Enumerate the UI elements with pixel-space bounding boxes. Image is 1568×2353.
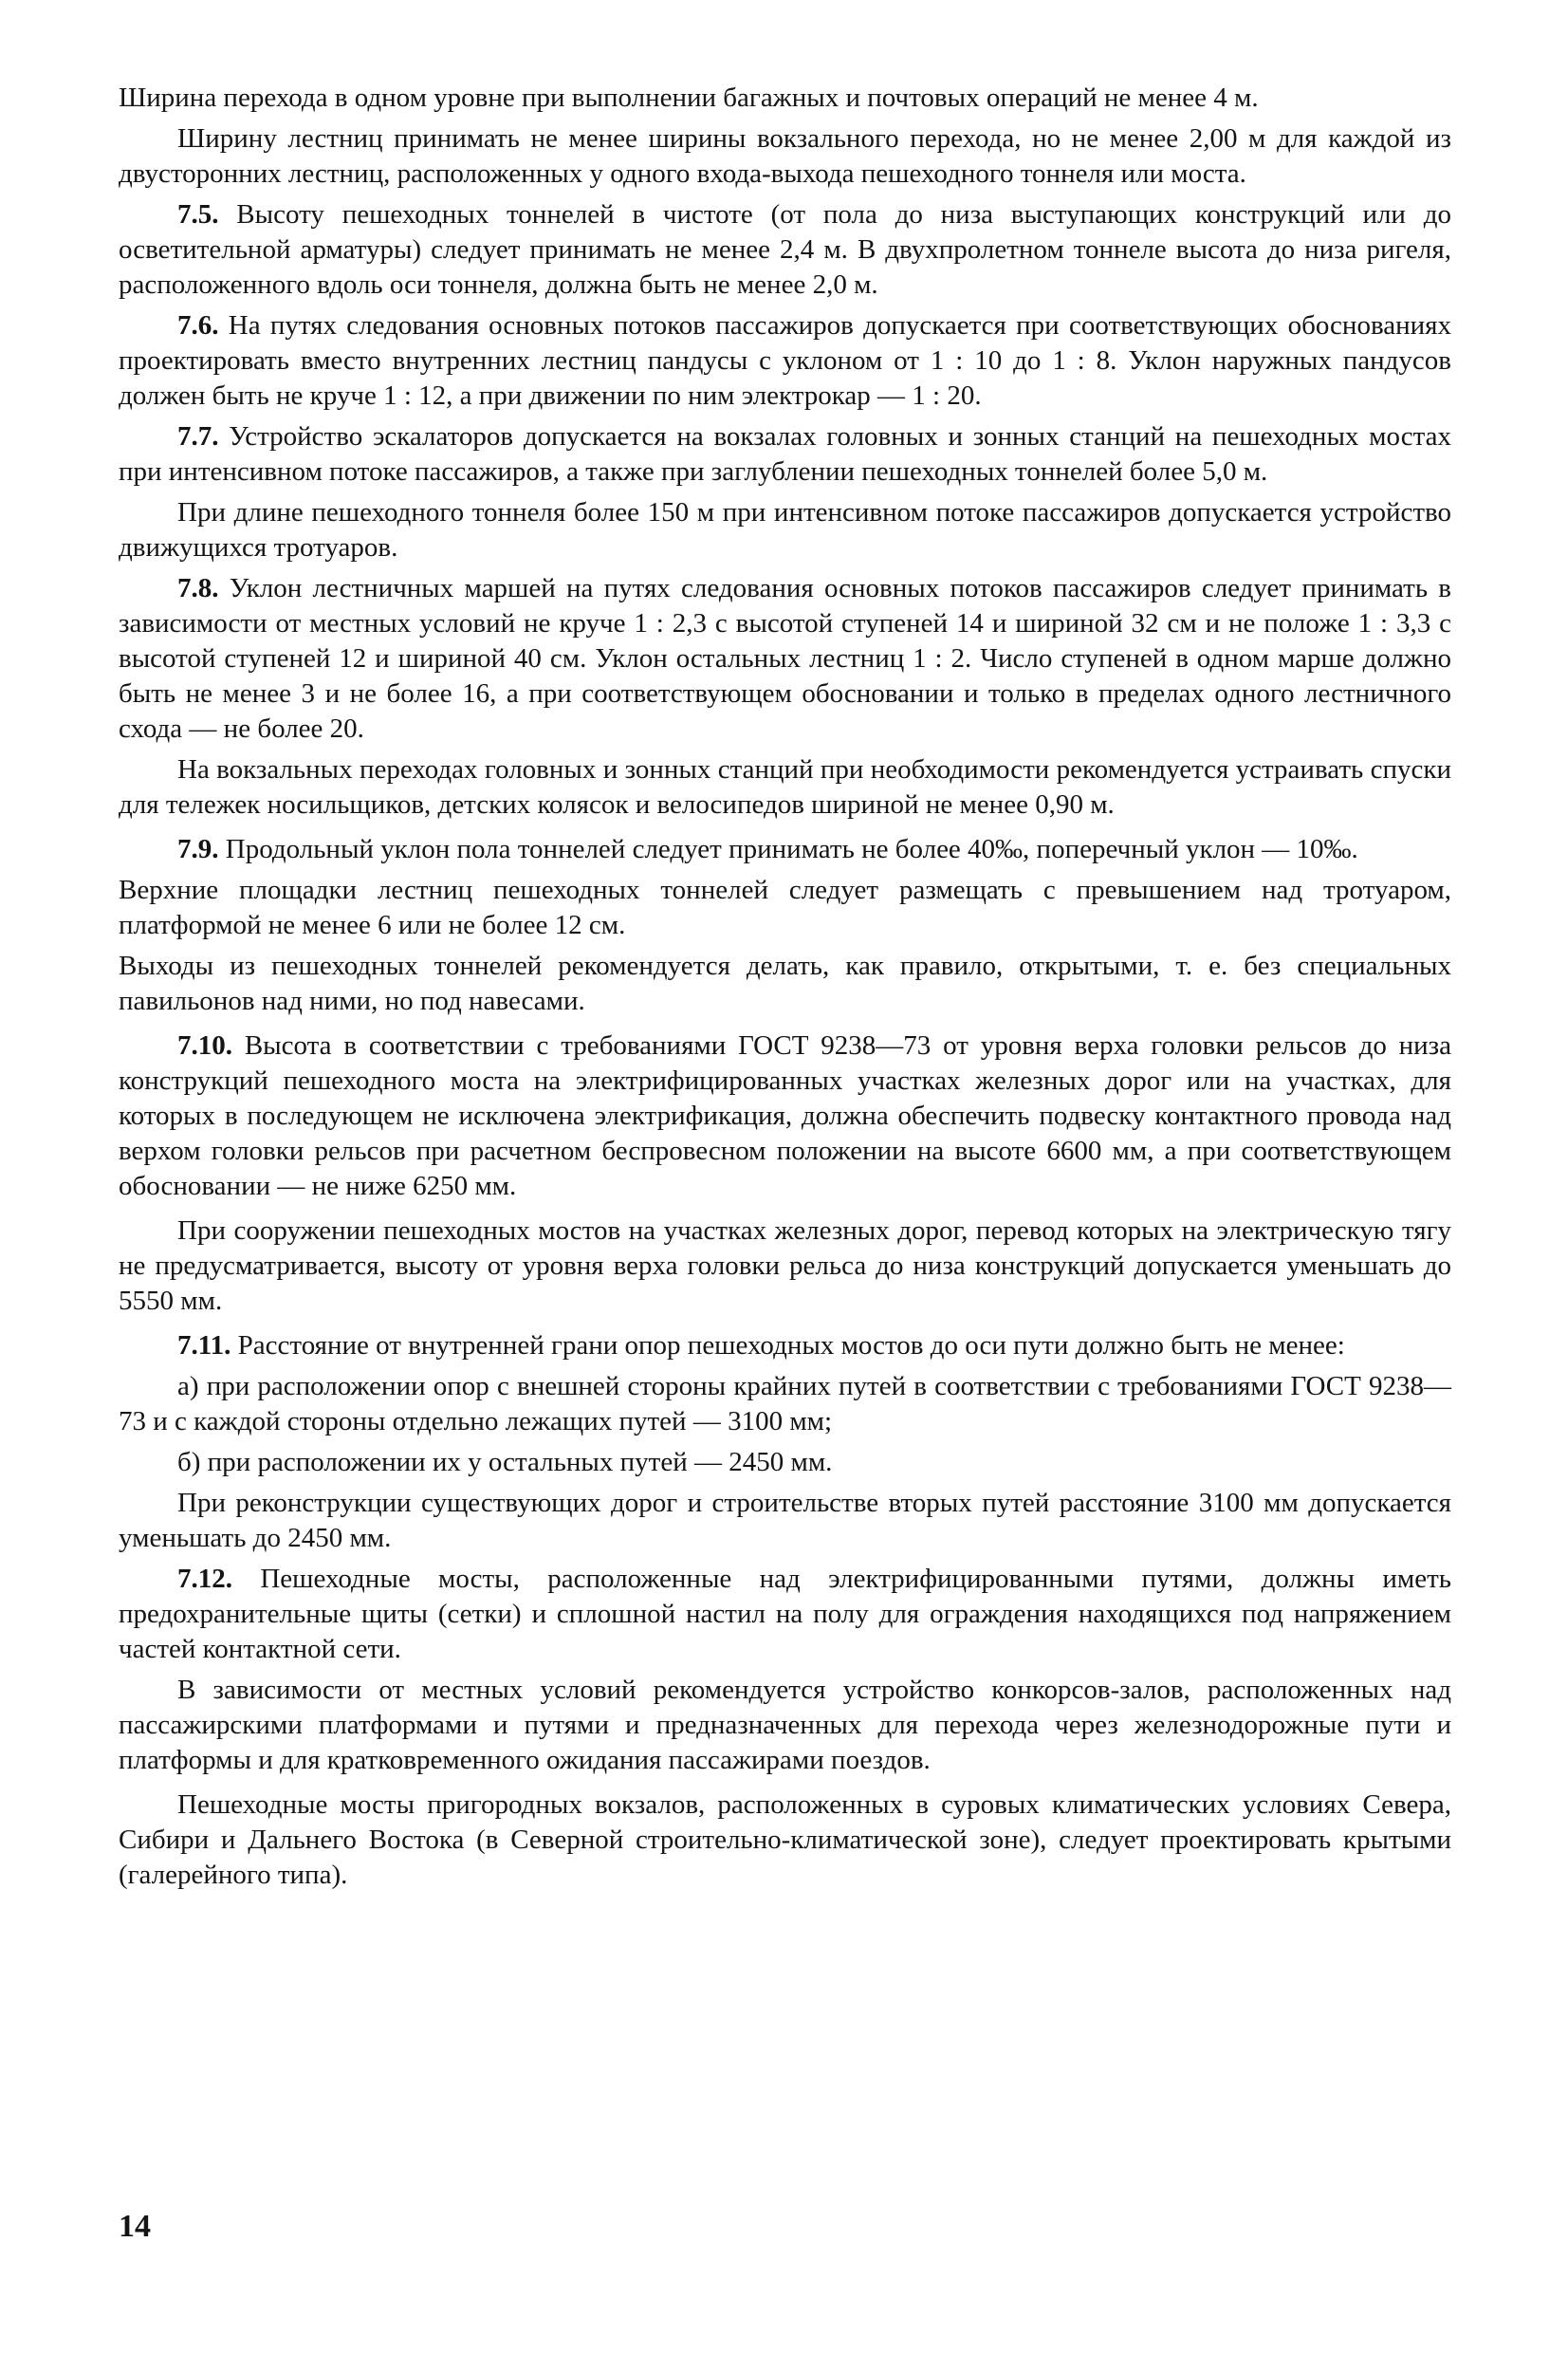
list-item-b: б) при расположении их у остальных путей — 2450 мм. xyxy=(177,1447,833,1477)
paragraph-concourse-halls: В зависимости от местных условий рекомендуется устройство конкорсов-залов, расположенных над пассажирскими платформами и путями и предназначенных для перехода через железнодорожные пути и платформы и для кратковременного ожидания пассажирами поездов. xyxy=(119,1675,1451,1775)
clause-number: 7.7. xyxy=(177,421,219,452)
clause-number: 7.12. xyxy=(177,1564,232,1594)
paragraph-tunnel-exits: Выходы из пешеходных тоннелей рекомендуется делать, как правило, открытыми, т. е. без специальных павильонов над ними, но под навесами. xyxy=(119,951,1451,1016)
clause-number: 7.6. xyxy=(177,310,219,341)
paragraph-7-10: 7.10. Высота в соответствии с требованиями ГОСТ 9238—73 от уровня верха головки рельсов до низа конструкций пешеходного моста на электрифицированных участках железных дорог или на участках, для которых в последующем не исключена электрификация, должна обеспечить подвеску контактного провода над верхом головки рельсов при расчетном беспровесном положении на высоте 6600 мм, а при соответствующем обосновании — не ниже 6250 мм. xyxy=(119,1030,1451,1201)
paragraph-moving-walkways: При длине пешеходного тоннеля более 150 м при интенсивном потоке пассажиров допускается устройство движущихся тротуаров. xyxy=(119,497,1451,563)
page-number: 14 xyxy=(119,2209,151,2244)
paragraph-covered-bridges: Пешеходные мосты пригородных вокзалов, расположенных в суровых климатических условиях Севера, Сибири и Дальнего Востока (в Северной строительно-климатической зоне), следует проектировать крытыми (галерейного типа). xyxy=(119,1789,1451,1890)
clause-number: 7.10. xyxy=(177,1030,232,1061)
paragraph-7-6: 7.6. На путях следования основных потоков пассажиров допускается при соответствующих обоснованиях проектировать вместо внутренних лестниц пандусы с уклоном от 1 : 10 до 1 : 8. Уклон наружных пандусов должен быть не круче 1 : 12, а при движении по ним электрокар — 1 : 20. xyxy=(119,310,1452,411)
paragraph-7-7: 7.7. Устройство эскалаторов допускается на вокзалах головных и зонных станций на пешеходных мостах при интенсивном потоке пассажиров, а также при заглублении пешеходных тоннелей более 5,0 м. xyxy=(119,421,1451,487)
paragraph-7-9: 7.9. Продольный уклон пола тоннелей следует принимать не более 40‰, поперечный уклон — 10‰. xyxy=(177,834,1358,864)
clause-number: 7.5. xyxy=(177,199,219,230)
paragraph-stair-width: Ширину лестниц принимать не менее ширины вокзального перехода, но не менее 2,00 м для каждой из двусторонних лестниц, расположенных у одного входа-выхода пешеходного тоннеля или моста. xyxy=(119,123,1451,189)
paragraph-non-electrified-bridges: При сооружении пешеходных мостов на участках железных дорог, перевод которых на электрическую тягу не предусматривается, высоту от уровня верха головки рельса до низа конструкций допускается уменьшать до 5550 мм. xyxy=(119,1215,1451,1316)
paragraph-ramps-for-carts: На вокзальных переходах головных и зонных станций при необходимости рекомендуется устраивать спуски для тележек носильщиков, детских колясок и велосипедов шириной не менее 0,90 м. xyxy=(119,754,1451,820)
clause-number: 7.8. xyxy=(177,573,219,603)
paragraph-reconstruction: При реконструкции существующих дорог и строительстве вторых путей расстояние 3100 мм допускается уменьшать до 2450 мм. xyxy=(119,1488,1451,1553)
paragraph-7-11: 7.11. Расстояние от внутренней грани опор пешеходных мостов до оси пути должно быть не менее: xyxy=(177,1330,1345,1361)
document-body xyxy=(119,81,1451,2291)
paragraph-7-12: 7.12. Пешеходные мосты, расположенные над электрифицированными путями, должны иметь предохранительные щиты (сетки) и сплошной настил на полу для ограждения находящихся под напряжением частей контактной сети. xyxy=(119,1564,1451,1664)
paragraph-upper-landings: Верхние площадки лестниц пешеходных тоннелей следует размещать с превышением над тротуаром, платформой не менее 6 или не более 12 см. xyxy=(119,875,1451,940)
paragraph-7-5: 7.5. Высоту пешеходных тоннелей в чистоте (от пола до низа выступающих конструкций или до осветительной арматуры) следует принимать не менее 2,4 м. В двухпролетном тоннеле высота до низа ригеля, расположенного вдоль оси тоннеля, должна быть не менее 2,0 м. xyxy=(119,199,1452,300)
clause-number: 7.9. xyxy=(177,834,219,864)
paragraph-7-8: 7.8. Уклон лестничных маршей на путях следования основных потоков пассажиров следует принимать в зависимости от местных условий не круче 1 : 2,3 с высотой ступеней 14 и шириной 32 см и не положе 1 : 3,3 с высотой ступеней 12 и шириной 40 см. Уклон остальных лестниц 1 : 2. Число ступеней в одном марше должно быть не менее 3 и не более 16, а при соответствующем обосновании и только в пределах одного лестничного схода — не более 20. xyxy=(119,573,1452,744)
paragraph-passage-width: Ширина перехода в одном уровне при выполнении багажных и почтовых операций не менее 4 м. xyxy=(119,83,1259,113)
clause-number: 7.11. xyxy=(177,1330,231,1361)
list-item-a: а) при расположении опор с внешней стороны крайних путей в соответствии с требованиями ГОСТ 9238—73 и с каждой стороны отдельно лежащих путей — 3100 мм; xyxy=(119,1371,1451,1436)
